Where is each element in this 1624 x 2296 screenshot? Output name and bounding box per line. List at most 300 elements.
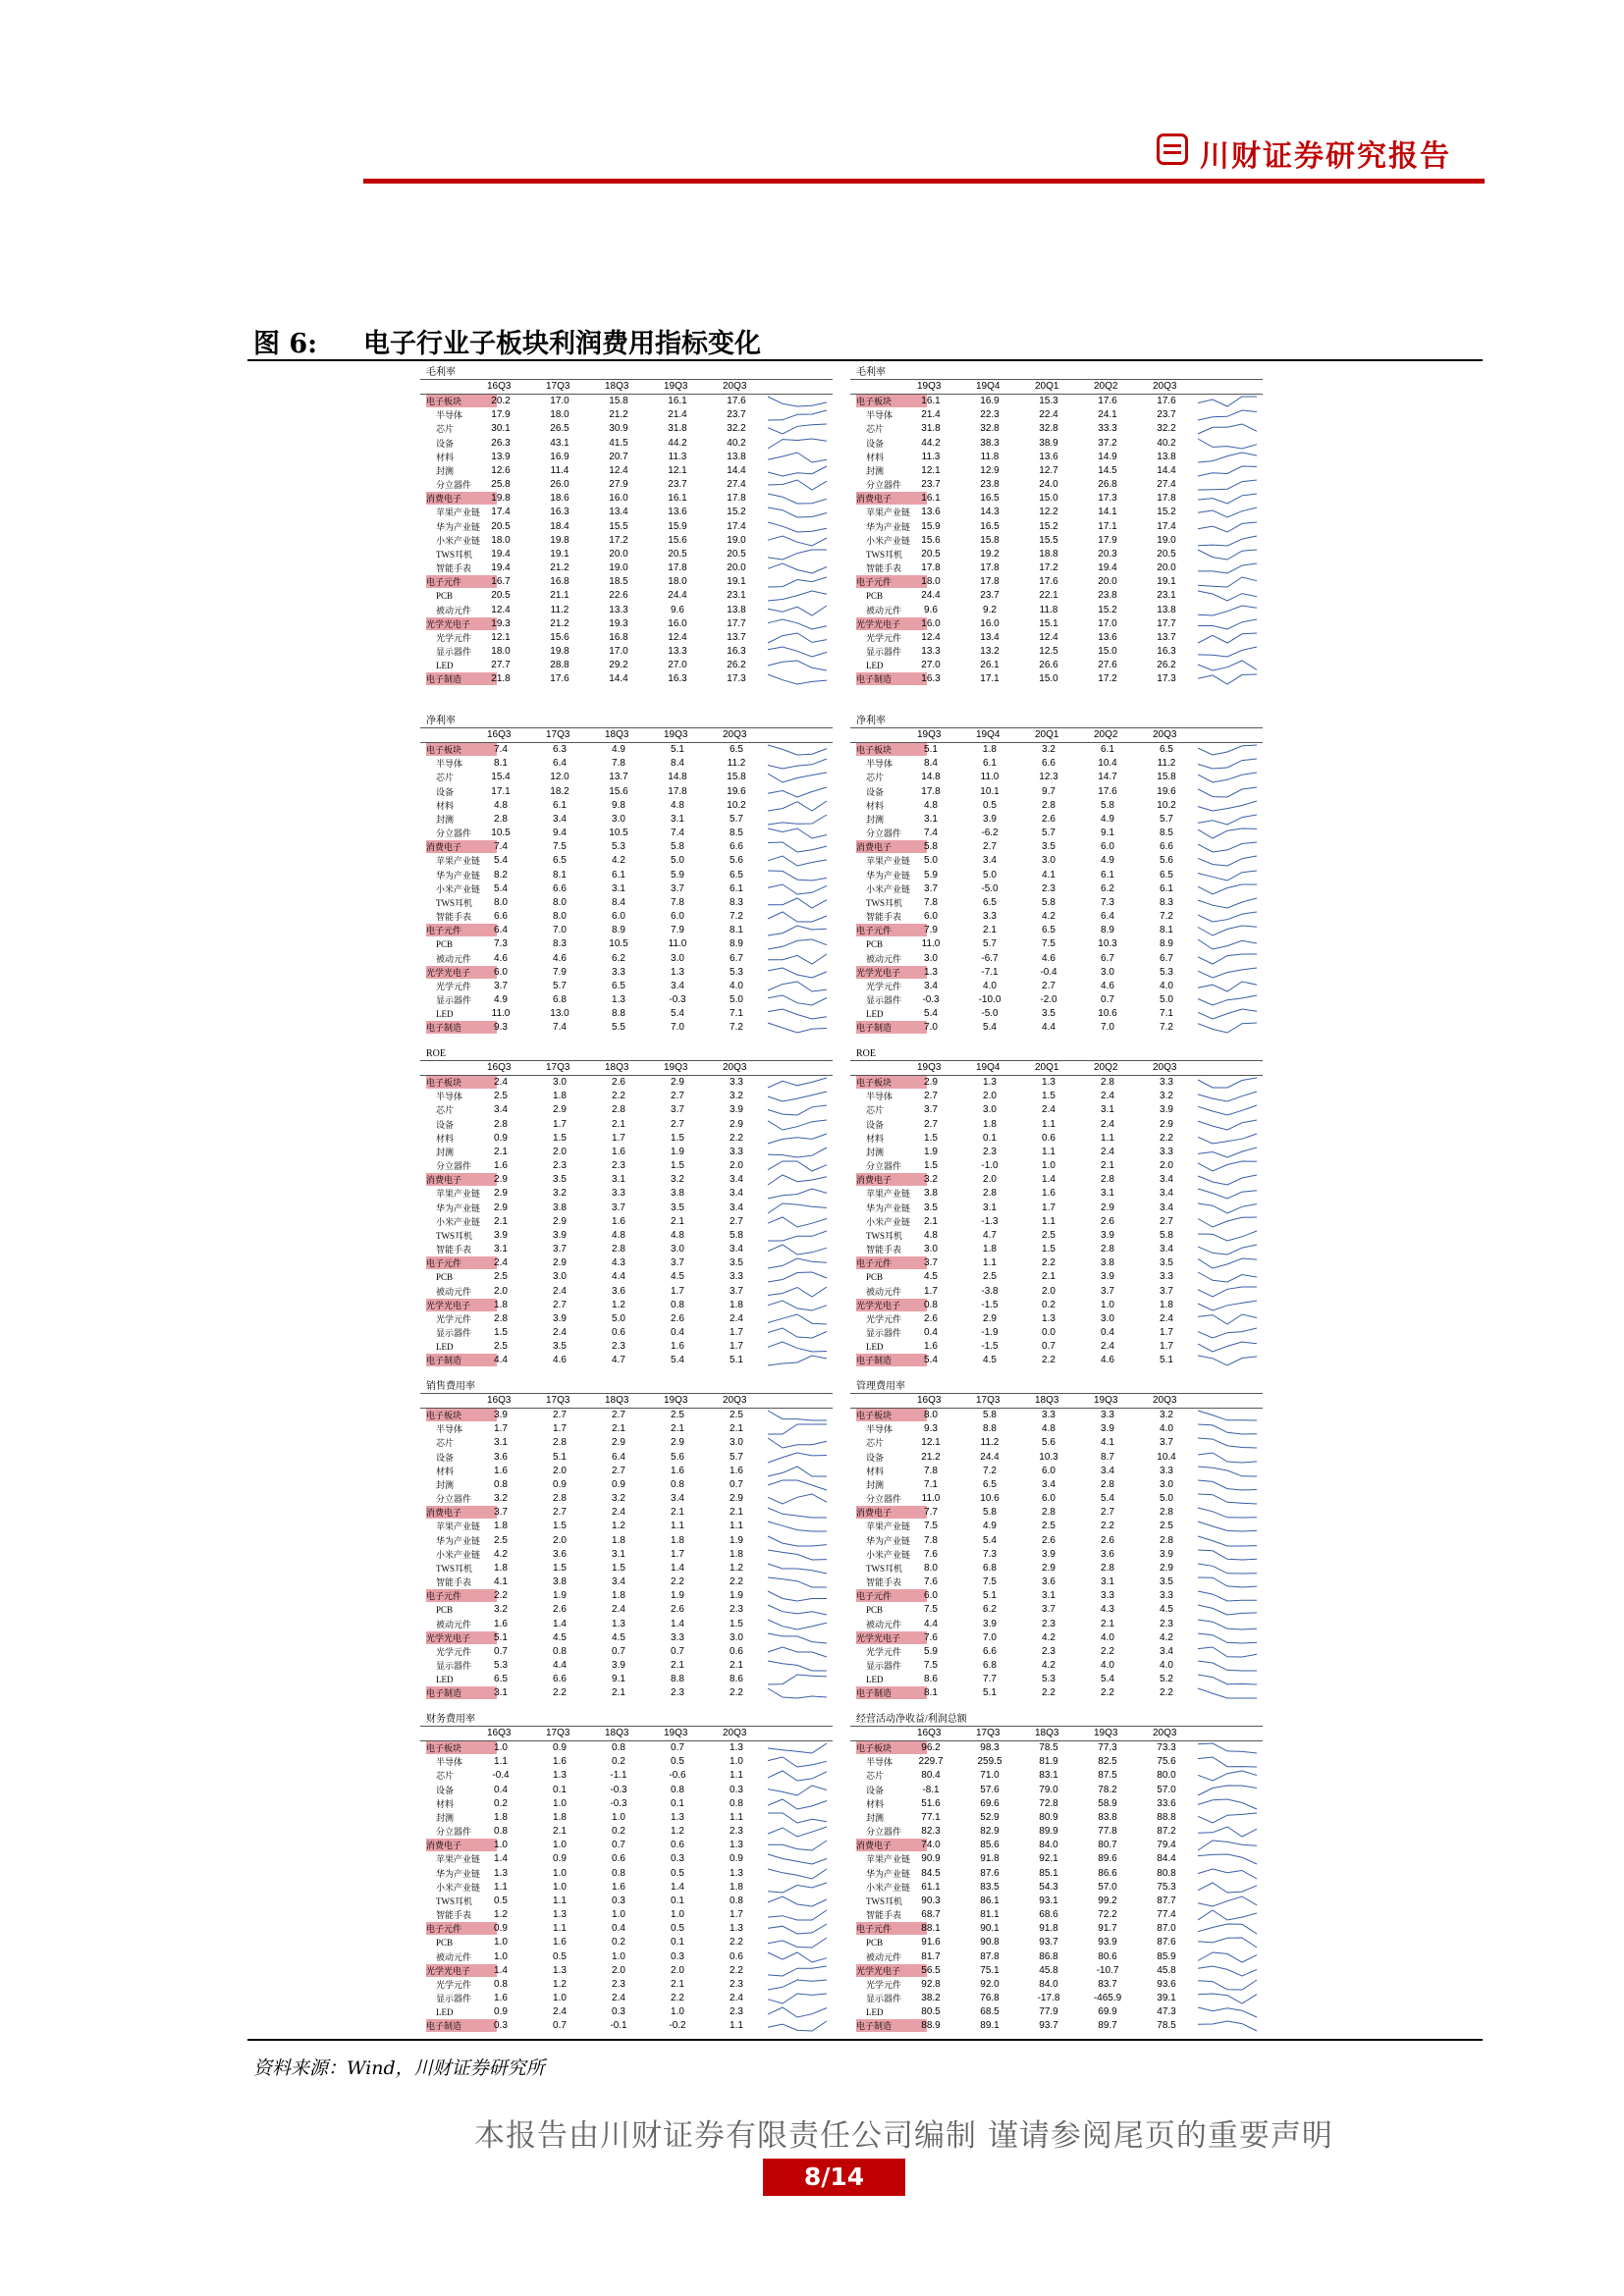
table-cell: 84.5 (921, 1867, 941, 1879)
table-cell: 6.1 (1101, 744, 1114, 755)
row-label: 设备 (436, 1452, 455, 1463)
trend-sparkline (1196, 1159, 1259, 1173)
table-cell: 2.5 (494, 1271, 508, 1283)
table-cell: 90.3 (921, 1895, 941, 1906)
table-cell: 2.6 (924, 1312, 938, 1324)
table-row (420, 1270, 833, 1284)
sparkline-path (768, 1620, 827, 1629)
table-cell: 9.6 (671, 604, 684, 615)
row-label: 光学光电子 (426, 617, 497, 630)
sparkline-path (768, 1272, 827, 1282)
table-cell: 0.5 (553, 1950, 567, 1962)
table-cell: 18.8 (1039, 548, 1058, 560)
table-cell: 2.1 (494, 1215, 508, 1227)
table-cell: 3.9 (730, 1104, 743, 1116)
table-cell: 17.4 (491, 507, 511, 518)
row-label: LED (436, 2007, 454, 2018)
table-cell: 4.9 (983, 1521, 997, 1532)
table-cell: 3.1 (494, 1437, 508, 1449)
table-cell: 8.0 (924, 1410, 938, 1420)
table-row (420, 1741, 833, 1755)
table-cell: 3.2 (612, 1493, 625, 1505)
table-row (850, 952, 1263, 966)
table-cell: 0.8 (924, 1299, 938, 1310)
table-row (850, 937, 1263, 951)
trend-sparkline (766, 1950, 829, 1964)
table-row (420, 1090, 833, 1103)
table-cell: 17.6 (727, 396, 746, 406)
table-cell: 1.8 (730, 1548, 743, 1560)
trend-sparkline (1196, 1465, 1259, 1478)
table-cell: 2.8 (1042, 1507, 1056, 1519)
table-cell: 2.9 (671, 1077, 684, 1088)
trend-sparkline (1196, 1755, 1259, 1769)
table-row (420, 1867, 833, 1881)
sparkline-path (1198, 745, 1257, 755)
table-cell: 5.1 (1160, 1355, 1173, 1366)
column-header: 18Q3 (605, 1395, 629, 1406)
table-cell: 51.6 (921, 1797, 941, 1809)
row-label: 显示器件 (436, 995, 472, 1006)
table-cell: 0.4 (612, 1923, 625, 1935)
trend-sparkline (1196, 1603, 1259, 1617)
table-cell: 12.0 (550, 772, 569, 783)
table-cell: 3.9 (1101, 1229, 1114, 1241)
table-cell: 3.2 (494, 1604, 508, 1616)
table-cell: 5.4 (494, 882, 508, 894)
row-label: 被动元件 (866, 953, 902, 964)
trend-sparkline (1196, 1299, 1259, 1312)
table-cell: 81.7 (921, 1950, 941, 1962)
row-label: 苹果产业链 (866, 1854, 911, 1865)
column-header: 19Q4 (976, 381, 1001, 392)
sparkline-path (768, 591, 827, 601)
table-cell: 7.5 (983, 1576, 997, 1588)
table-cell: 11.0 (921, 1493, 941, 1505)
table-cell: 1.1 (983, 1257, 997, 1269)
table-cell: 77.9 (1039, 2006, 1058, 2018)
sparkline-path (768, 1314, 827, 1324)
table-cell: 84.0 (1039, 1978, 1058, 1990)
sparkline-path (1198, 1356, 1257, 1365)
table-cell: 6.4 (1101, 911, 1114, 923)
table-cell: 3.7 (494, 1507, 508, 1519)
row-label: 芯片 (866, 424, 885, 435)
trend-sparkline (1196, 589, 1259, 603)
table-cell: 2.4 (494, 1257, 508, 1269)
table-cell: 0.8 (671, 1299, 684, 1310)
table-cell: 2.6 (671, 1604, 684, 1616)
row-label: 电子元件 (426, 575, 497, 588)
table-cell: 7.4 (671, 828, 684, 839)
table-cell: 17.2 (609, 534, 628, 546)
table-cell: 10.6 (1098, 1008, 1117, 1020)
table-cell: 14.9 (1098, 451, 1117, 462)
table-cell: 6.5 (983, 1478, 997, 1490)
table-row (850, 1409, 1263, 1422)
table-row (420, 1575, 833, 1589)
table-cell: 1.3 (553, 1964, 567, 1976)
table-cell: 2.9 (494, 1174, 508, 1186)
table-cell: 68.5 (980, 2006, 1000, 2018)
row-label: 苹果产业链 (866, 856, 911, 867)
sparkline-path (768, 424, 827, 434)
sparkline-path (1198, 591, 1257, 601)
sparkline-path (768, 1869, 827, 1879)
table-cell: 5.8 (983, 1507, 997, 1519)
table-cell: 6.1 (1101, 869, 1114, 881)
row-label: 消费电子 (856, 840, 927, 853)
row-label: TWS耳机 (436, 897, 472, 908)
table-cell: 1.9 (671, 1590, 684, 1602)
table-cell: 0.3 (494, 2020, 508, 2032)
sparkline-path (768, 1424, 827, 1434)
table-cell: 2.9 (553, 1215, 567, 1227)
table-cell: 2.9 (494, 1201, 508, 1213)
trend-sparkline (766, 937, 829, 951)
trend-sparkline (1196, 840, 1259, 854)
trend-sparkline (766, 1354, 829, 1367)
table-cell: 1.0 (494, 1950, 508, 1962)
table-cell: 18.0 (668, 576, 687, 588)
table-cell: 3.8 (553, 1201, 567, 1213)
sparkline-path (1198, 1786, 1257, 1795)
table-cell: 11.2 (727, 758, 746, 770)
table-cell: 20.5 (1157, 548, 1176, 560)
table-cell: 5.1 (671, 744, 684, 755)
row-label: 电子板块 (426, 395, 497, 407)
trend-sparkline (766, 1422, 829, 1436)
table-cell: 23.7 (727, 409, 746, 421)
table-cell: 5.0 (671, 855, 684, 867)
table-cell: 10.1 (980, 785, 1000, 797)
row-label: 封测 (436, 1479, 455, 1490)
table-row (420, 1215, 833, 1229)
sparkline-path (768, 968, 827, 978)
table-cell: 5.8 (924, 841, 938, 853)
column-header: 19Q3 (664, 1395, 688, 1406)
sparkline-path (1198, 1536, 1257, 1546)
sparkline-path (1198, 2021, 1257, 2031)
trend-sparkline (766, 1631, 829, 1645)
table-cell: 26.6 (1039, 660, 1058, 671)
trend-sparkline (1196, 478, 1259, 492)
trend-sparkline (1196, 813, 1259, 827)
row-label: 半导体 (436, 759, 463, 770)
sparkline-path (1198, 898, 1257, 908)
sparkline-path (768, 633, 827, 643)
table-cell: 7.2 (1160, 1022, 1173, 1034)
table-cell: 8.9 (730, 938, 743, 950)
table-cell: 1.3 (983, 1077, 997, 1088)
table-cell: 2.2 (730, 1132, 743, 1144)
table-row (420, 980, 833, 993)
table-cell: 2.4 (1101, 1118, 1114, 1130)
table-cell: 2.2 (730, 1576, 743, 1588)
table-cell: 1.5 (730, 1618, 743, 1629)
table-cell: 13.8 (727, 451, 746, 462)
table-cell: 2.8 (1101, 1174, 1114, 1186)
row-label: TWS耳机 (436, 1230, 472, 1241)
table-cell: 71.0 (980, 1770, 1000, 1782)
trend-sparkline (766, 1451, 829, 1465)
row-label: 电子元件 (856, 1589, 927, 1602)
table-row (420, 520, 833, 534)
table-cell: 3.9 (1101, 1423, 1114, 1435)
row-label: 华为产业链 (436, 1868, 481, 1879)
table-cell: 2.7 (553, 1410, 567, 1420)
table-row (420, 672, 833, 686)
table-cell: 2.2 (1160, 1132, 1173, 1144)
table-cell: 1.9 (924, 1146, 938, 1157)
table-cell: 12.4 (921, 631, 941, 643)
table-cell: 1.0 (612, 1909, 625, 1921)
row-label: PCB (436, 1938, 454, 1949)
sparkline-path (1198, 842, 1257, 852)
table-cell: 4.5 (983, 1355, 997, 1366)
table-cell: 7.6 (924, 1576, 938, 1588)
table-cell: 1.8 (494, 1521, 508, 1532)
table-cell: 23.7 (668, 479, 687, 491)
table-cell: 6.5 (1160, 869, 1173, 881)
table-cell: 0.6 (671, 1840, 684, 1851)
table-cell: 0.9 (553, 1853, 567, 1865)
trend-sparkline (766, 1852, 829, 1866)
column-header: 20Q2 (1094, 1062, 1118, 1073)
table-cell: 6.1 (553, 799, 567, 811)
table-cell: 5.0 (1160, 994, 1173, 1006)
table-cell: 1.2 (553, 1978, 567, 1990)
sparkline-path (1198, 661, 1257, 670)
trend-sparkline (1196, 2019, 1259, 2033)
table-cell: 1.7 (730, 1341, 743, 1353)
table-cell: -0.3 (610, 1797, 627, 1809)
table-cell: 10.3 (1039, 1451, 1058, 1463)
trend-sparkline (1196, 1312, 1259, 1326)
table-cell: 8.8 (983, 1423, 997, 1435)
column-header: 20Q3 (1153, 1728, 1177, 1738)
table-cell: 4.6 (1101, 980, 1114, 991)
sparkline-path (768, 801, 827, 811)
table-row (420, 854, 833, 868)
table-row (850, 575, 1263, 589)
sparkline-path (1198, 815, 1257, 825)
table-cell: 82.5 (1098, 1756, 1117, 1768)
table-cell: 6.1 (612, 869, 625, 881)
table-cell: 1.9 (730, 1590, 743, 1602)
trend-sparkline (766, 1603, 829, 1617)
table-cell: 9.2 (983, 604, 997, 615)
row-label: 小米产业链 (866, 535, 911, 546)
sparkline-path (768, 1105, 827, 1115)
trend-sparkline (1196, 827, 1259, 840)
table-cell: 3.0 (924, 1244, 938, 1255)
table-row (420, 1076, 833, 1090)
table-cell: 27.4 (727, 479, 746, 491)
sparkline-path (1198, 1620, 1257, 1629)
table-header (420, 1060, 833, 1076)
sparkline-path (1198, 1161, 1257, 1171)
trend-sparkline (1196, 1769, 1259, 1783)
table-cell: 17.9 (1098, 534, 1117, 546)
table-row (850, 464, 1263, 478)
table-cell: 16.5 (980, 520, 1000, 532)
table-cell: 17.8 (1157, 493, 1176, 505)
table-cell: 11.3 (921, 451, 941, 462)
table-row (420, 1021, 833, 1035)
table-row (850, 1326, 1263, 1340)
sparkline-path (768, 1120, 827, 1130)
table-cell: 2.1 (671, 1423, 684, 1435)
table-cell: -1.0 (981, 1160, 999, 1172)
table-cell: 2.5 (494, 1341, 508, 1353)
table-cell: 8.9 (1160, 938, 1173, 950)
table-cell: 1.2 (612, 1299, 625, 1310)
trend-sparkline (1196, 1631, 1259, 1645)
table-cell: 4.0 (983, 980, 997, 991)
sparkline-path (1198, 507, 1257, 517)
table-cell: 11.2 (980, 1437, 1000, 1449)
sparkline-path (1198, 453, 1257, 462)
trend-sparkline (1196, 854, 1259, 868)
table-cell: 3.7 (671, 1104, 684, 1116)
row-label: 光学光电子 (426, 1631, 497, 1644)
table-row (850, 1769, 1263, 1783)
table-cell: 14.3 (980, 507, 1000, 518)
trend-sparkline (766, 1285, 829, 1299)
table-cell: 3.4 (1101, 1465, 1114, 1476)
table-cell: 1.5 (553, 1521, 567, 1532)
row-label: 设备 (866, 438, 885, 449)
table-cell: 11.8 (1039, 604, 1058, 615)
sparkline-path (768, 522, 827, 532)
sparkline-path (768, 939, 827, 949)
table-cell: 2.4 (553, 1327, 567, 1339)
row-label: 封测 (866, 814, 885, 825)
sparkline-path (768, 410, 827, 420)
column-header: 20Q3 (1153, 1062, 1177, 1073)
table-row (420, 1659, 833, 1673)
table-cell: 91.8 (980, 1853, 1000, 1865)
table-row (420, 1618, 833, 1631)
row-label: 芯片 (866, 1438, 885, 1449)
table-cell: 1.6 (671, 1341, 684, 1353)
table-cell: 1.9 (730, 1534, 743, 1546)
row-label: 显示器件 (436, 647, 472, 658)
table-cell: 8.6 (730, 1674, 743, 1685)
table-cell: -1.1 (610, 1770, 627, 1782)
row-label: 被动元件 (436, 953, 472, 964)
table-cell: 27.9 (609, 479, 628, 491)
table-cell: 2.4 (730, 1312, 743, 1324)
column-header: 17Q3 (546, 381, 570, 392)
table-cell: 57.0 (1098, 1881, 1117, 1893)
table-cell: 2.4 (494, 1077, 508, 1088)
table-cell: 6.0 (924, 1590, 938, 1602)
metric-table (420, 366, 833, 687)
table-cell: 9.1 (1101, 828, 1114, 839)
row-label: 苹果产业链 (436, 1189, 481, 1200)
table-cell: 27.0 (668, 660, 687, 671)
table-cell: 75.1 (980, 1964, 1000, 1976)
row-label: 电子元件 (856, 1922, 927, 1935)
table-cell: 17.8 (727, 493, 746, 505)
column-header: 18Q3 (605, 1728, 629, 1738)
table-cell: 20.5 (491, 590, 511, 602)
table-row (850, 1881, 1263, 1895)
table-cell: 7.2 (1160, 911, 1173, 923)
trend-sparkline (766, 1562, 829, 1575)
table-cell: 86.8 (1039, 1950, 1058, 1962)
sparkline-path (768, 1023, 827, 1033)
table-cell: 4.4 (1042, 1022, 1056, 1034)
table-cell: 2.9 (1101, 1201, 1114, 1213)
row-label: 材料 (436, 1133, 455, 1144)
table-title: 毛利率 (426, 367, 456, 378)
trend-sparkline (1196, 1659, 1259, 1673)
table-cell: 3.6 (612, 1285, 625, 1297)
table-cell: 0.6 (1042, 1132, 1056, 1144)
table-cell: 4.8 (494, 799, 508, 811)
sparkline-path (1198, 1910, 1257, 1920)
column-header: 17Q3 (976, 1728, 1001, 1738)
table-cell: 5.9 (924, 869, 938, 881)
table-cell: 0.9 (494, 2006, 508, 2018)
table-cell: 5.1 (494, 1631, 508, 1643)
table-row (850, 617, 1263, 631)
row-label: 光学光电子 (426, 1964, 497, 1977)
table-cell: 2.3 (671, 1687, 684, 1699)
table-cell: 4.2 (1042, 1660, 1056, 1672)
row-label: 消费电子 (426, 1839, 497, 1851)
sparkline-path (1198, 1217, 1257, 1227)
table-cell: 2.0 (1042, 1285, 1056, 1297)
sparkline-path (768, 815, 827, 825)
table-cell: 2.8 (612, 1244, 625, 1255)
table-cell: 0.8 (494, 1478, 508, 1490)
table-cell: 2.3 (1160, 1618, 1173, 1629)
column-header: 19Q3 (917, 381, 942, 392)
table-cell: 2.3 (730, 1826, 743, 1838)
sparkline-path (768, 1342, 827, 1352)
table-cell: 24.1 (1098, 409, 1117, 421)
table-cell: -0.4 (492, 1770, 510, 1782)
trend-sparkline (766, 924, 829, 937)
table-cell: -6.7 (981, 952, 999, 964)
column-header: 18Q3 (1035, 1728, 1059, 1738)
table-row (850, 561, 1263, 575)
table-row (850, 1465, 1263, 1478)
row-label: 设备 (436, 786, 455, 797)
table-cell: -10.7 (1096, 1964, 1119, 1976)
table-cell: 91.8 (1039, 1923, 1058, 1935)
row-label: 材料 (436, 800, 455, 811)
table-cell: 11.2 (1157, 758, 1176, 770)
table-cell: 2.8 (1101, 1077, 1114, 1088)
table-cell: 3.4 (612, 1576, 625, 1588)
row-label: 电子制造 (856, 672, 927, 685)
sparkline-path (1198, 424, 1257, 434)
table-row (420, 604, 833, 617)
table-cell: 1.1 (730, 1811, 743, 1823)
table-row (850, 1520, 1263, 1533)
table-cell: 2.1 (671, 1978, 684, 1990)
row-label: LED (436, 1675, 454, 1685)
table-title: 管理费用率 (856, 1381, 905, 1392)
table-cell: 5.4 (671, 1008, 684, 1020)
table-row (420, 1118, 833, 1132)
trend-sparkline (766, 1229, 829, 1243)
